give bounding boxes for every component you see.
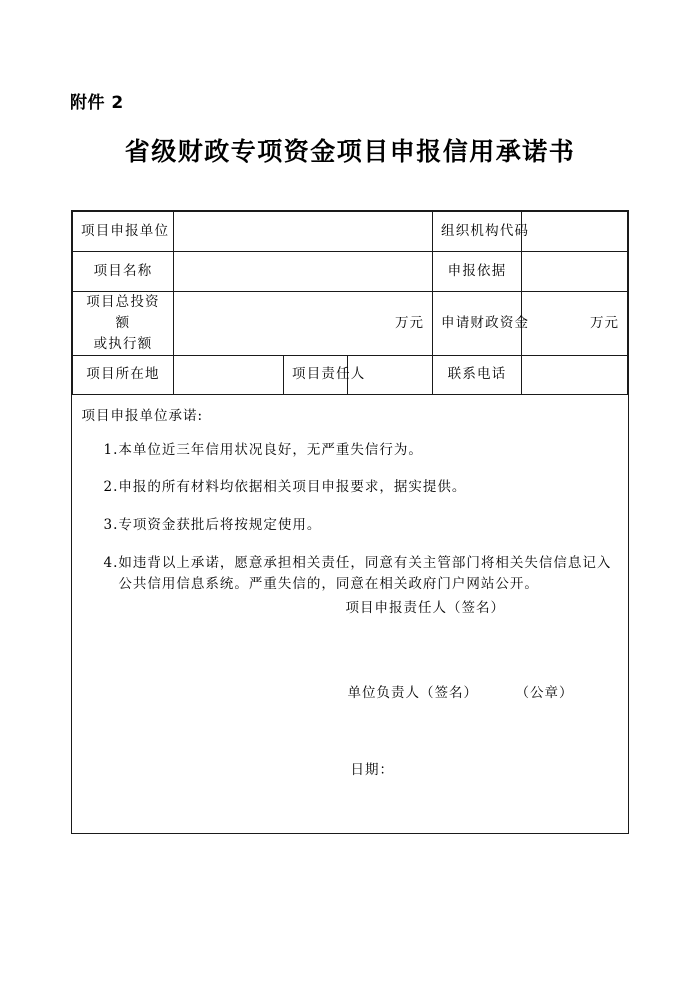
unit-wan-yuan-funds: 万元 (590, 314, 620, 331)
form-table (72, 211, 628, 851)
table-row-body (73, 394, 628, 851)
field-application-basis[interactable] (522, 252, 628, 292)
field-project-location[interactable] (174, 355, 284, 394)
pledge-item-number: 3. (103, 516, 119, 533)
field-applicant-unit[interactable] (174, 212, 433, 252)
field-org-code[interactable] (522, 212, 628, 252)
pledge-section (73, 394, 628, 851)
pledge-item-number: 1. (103, 441, 119, 458)
field-contact-phone[interactable] (522, 355, 628, 394)
pledge-body (73, 395, 628, 851)
pledge-item-number: 2. (103, 479, 119, 496)
signature-project-responsible[interactable]: 项目申报责任人（签名） (345, 599, 505, 616)
label-org-code: 组织机构代码 (433, 212, 522, 252)
pledge-intro: 项目申报单位承诺: (81, 407, 204, 424)
field-requested-funds[interactable] (522, 292, 628, 356)
table-row (73, 292, 628, 356)
label-application-basis: 申报依据 (433, 252, 522, 292)
list-item (82, 515, 620, 537)
table-row (73, 252, 628, 292)
pledge-item-text: 申报的所有材料均依据相关项目申报要求，据实提供。 (118, 479, 467, 496)
label-project-name: 项目名称 (73, 252, 174, 292)
pledge-list (82, 440, 620, 612)
official-seal-placeholder[interactable]: （公章） (515, 684, 574, 701)
table-row (73, 212, 628, 252)
list-item (82, 440, 620, 462)
pledge-item-number: 4. (103, 554, 119, 571)
pledge-item-text: 如违背以上承诺，愿意承担相关责任，同意有关主管部门将相关失信信息记入公共信用信息系统。严重失信的，同意在相关政府门户网站公开。 (118, 554, 612, 593)
signature-unit-leader[interactable]: 单位负责人（签名） (347, 684, 478, 701)
page-title: 省级财政专项资金项目申报信用承诺书 (124, 137, 576, 166)
signature-date[interactable]: 日期： (350, 761, 394, 778)
table-row (73, 355, 628, 394)
pledge-item-text: 本单位近三年信用状况良好，无严重失信行为。 (118, 441, 423, 458)
commitment-form (71, 210, 629, 834)
label-total-investment-line1: 项目总投资额 (86, 294, 160, 331)
label-total-investment-line2: 或执行额 (93, 335, 153, 352)
field-total-investment[interactable] (174, 292, 433, 356)
label-project-location: 项目所在地 (73, 355, 174, 394)
label-total-investment (73, 292, 174, 356)
list-item (82, 477, 620, 499)
attachment-label: 附件 2 (70, 93, 124, 113)
field-project-name[interactable] (174, 252, 433, 292)
label-project-manager: 项目责任人 (284, 355, 348, 394)
list-item (82, 553, 620, 596)
label-contact-phone: 联系电话 (433, 355, 522, 394)
label-requested-funds: 申请财政资金 (433, 292, 522, 356)
pledge-item-text: 专项资金获批后将按规定使用。 (118, 516, 322, 533)
label-applicant-unit: 项目申报单位 (73, 212, 174, 252)
unit-wan-yuan-investment: 万元 (395, 314, 425, 331)
